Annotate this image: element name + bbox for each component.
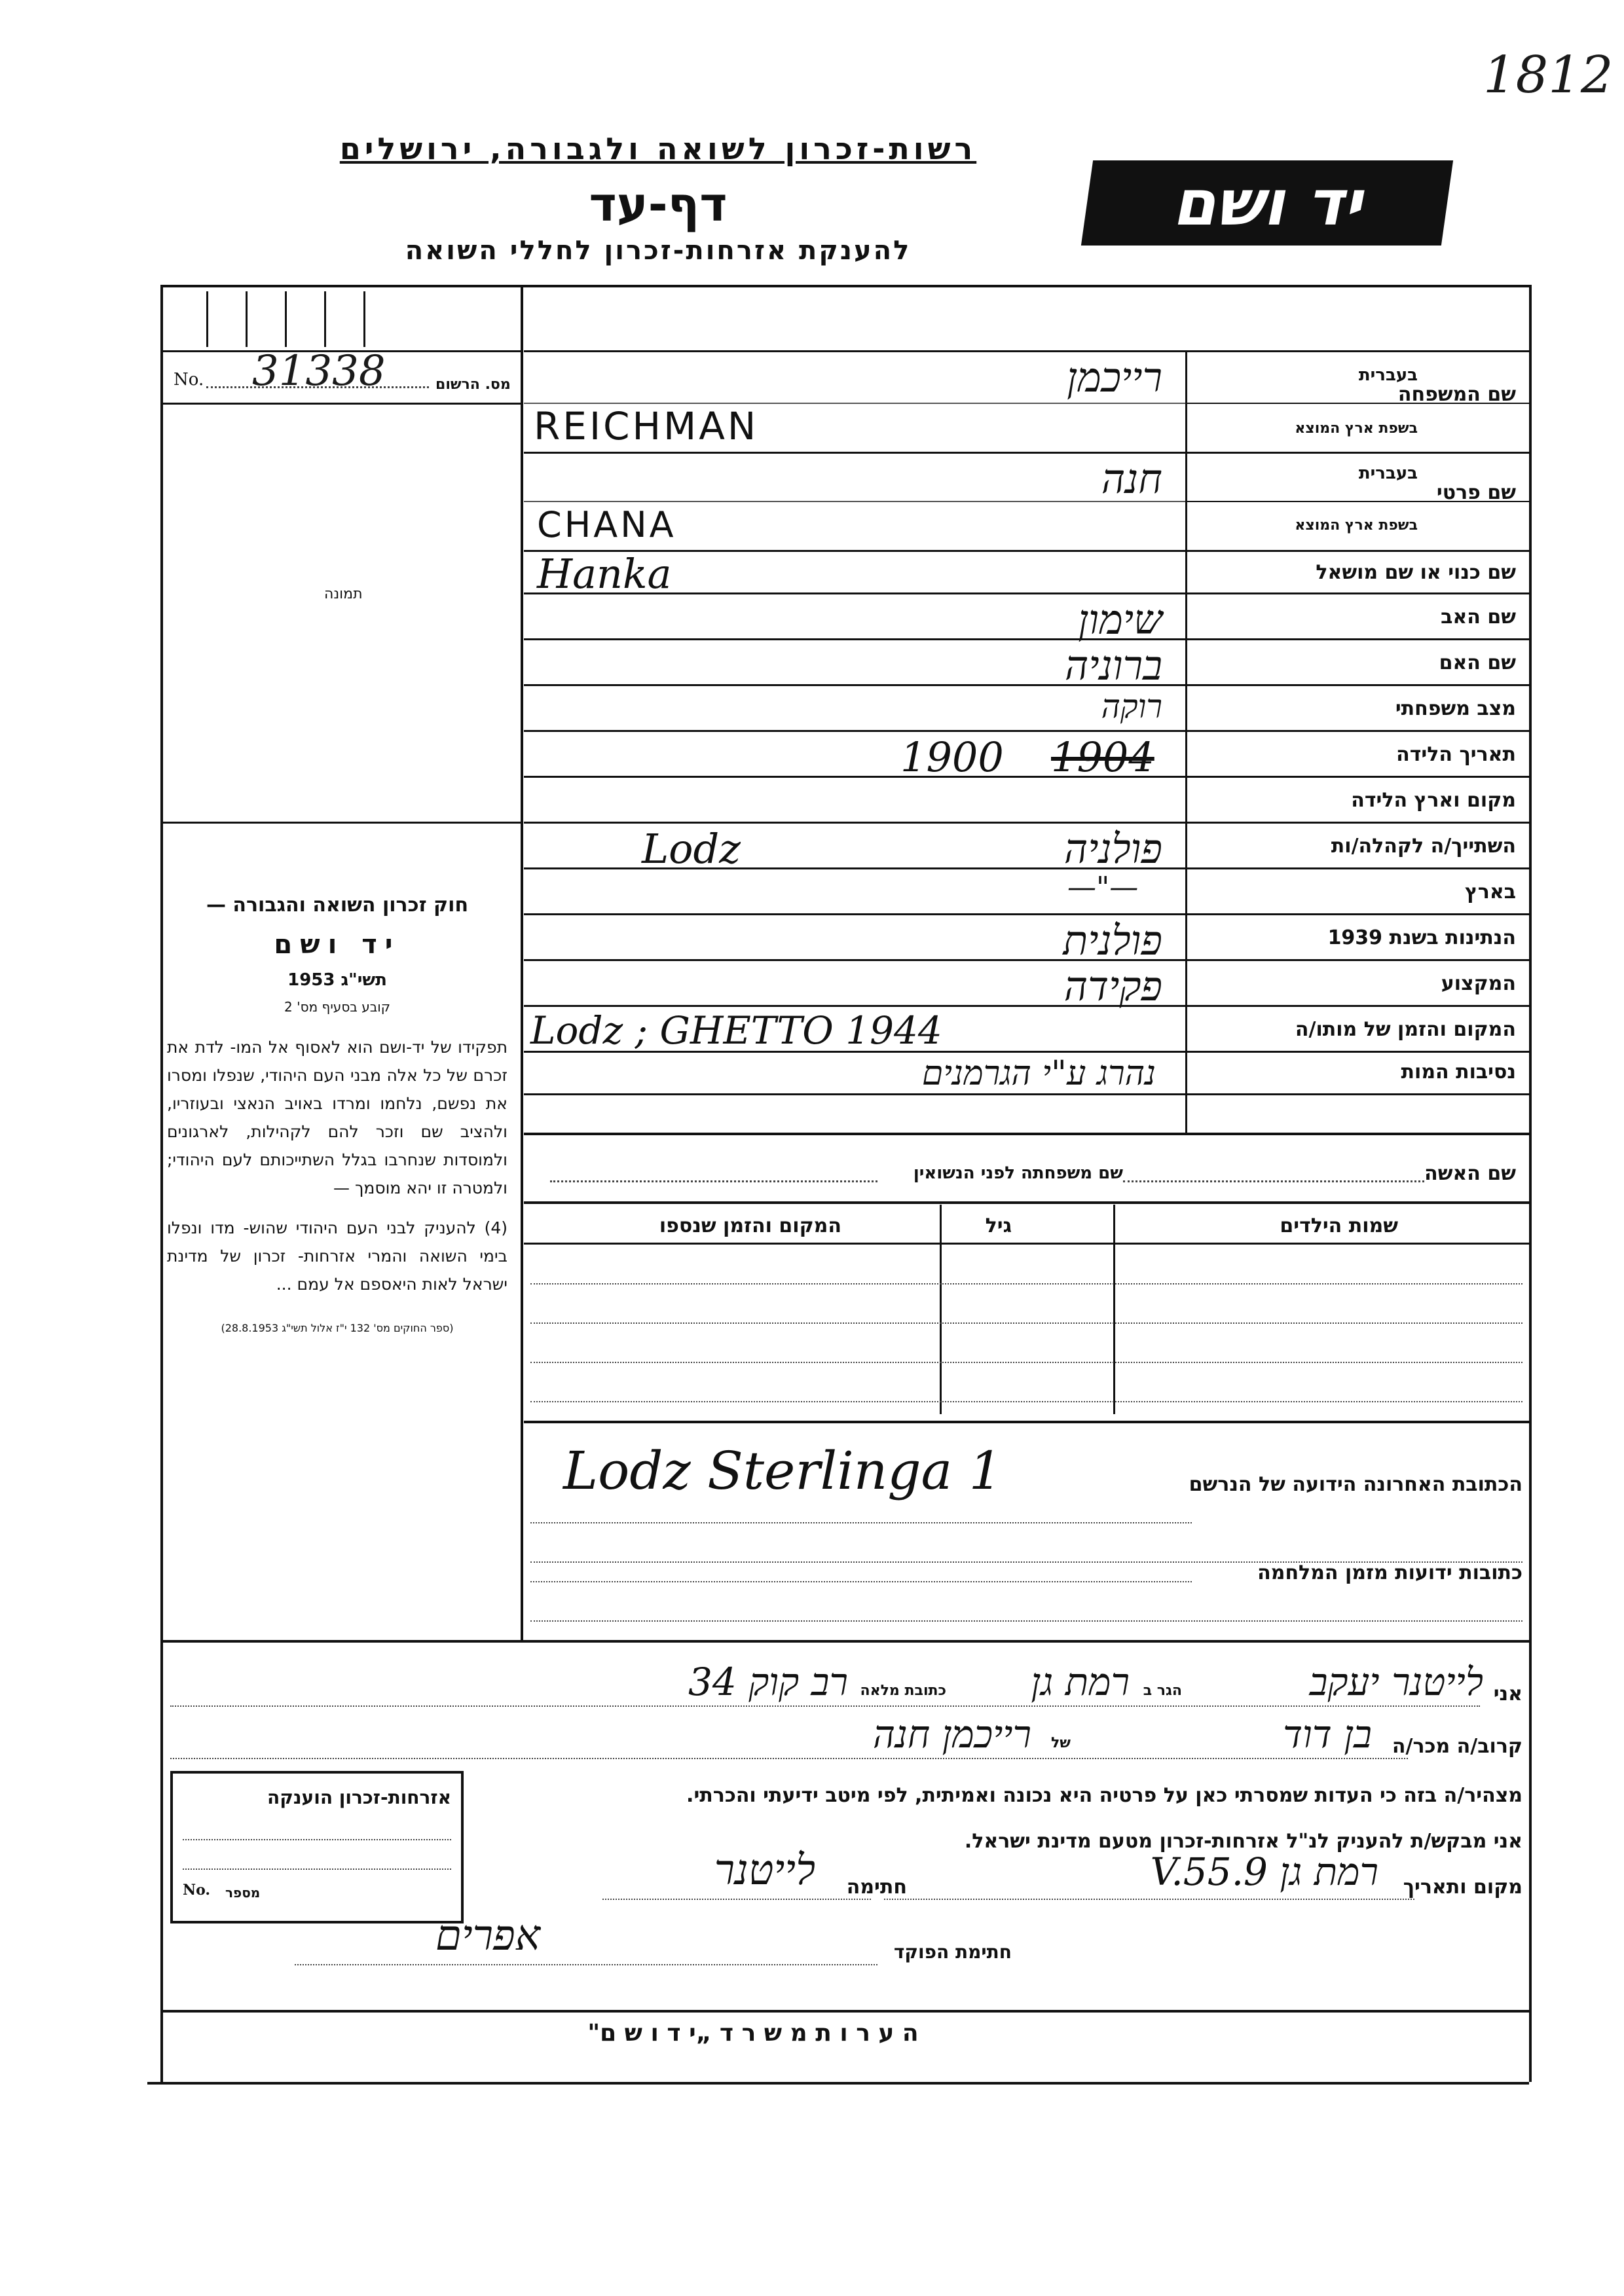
surname-label: שם המשפחה	[1397, 383, 1516, 406]
of-value: רייכמן חנה	[872, 1712, 1031, 1757]
addr-label: כתובת מלאה	[860, 1683, 946, 1699]
place-date-value: רמת גן 9.V.55	[1150, 1850, 1378, 1894]
form-subtitle: להענקת אזרחות-זכרון לחללי השואה	[405, 236, 912, 266]
surname-hebrew: רייכמן	[1067, 354, 1162, 401]
relative-label: קרוב/ה מכר/ה	[1392, 1735, 1522, 1758]
code-boxes	[167, 291, 514, 347]
wife-label: שם האשה	[1424, 1162, 1516, 1185]
father-value: שימון	[1078, 596, 1162, 644]
place-date-label: מקום ותאריך	[1403, 1876, 1522, 1899]
firstname-latin: CHANA	[537, 504, 676, 545]
law-section: קובע בסעיף מס' 2	[284, 999, 390, 1015]
resides-value: רמת גן	[1031, 1660, 1130, 1704]
i-label: אני	[1493, 1683, 1522, 1705]
citizenship-box-title: אזרחות-זכרון הוענקה	[267, 1787, 451, 1808]
community-latin: Lodz	[642, 825, 741, 873]
registration-number: 31338	[252, 347, 386, 395]
declarant-signature: לייטנר	[714, 1846, 815, 1895]
firstname-label: שם פרטי	[1436, 481, 1516, 504]
corner-number: 1812	[1483, 46, 1614, 105]
surname-latin: REICHMAN	[534, 404, 759, 448]
occupation-label: המקצוע	[1441, 972, 1516, 995]
law-para2: (4) להעניק לבני העם היהודי שהוש- מדו ונפלו בימי השואה והמרי אזרחות- זכרון של מדינת ישראל לאות היאספם אל עמם ...	[167, 1218, 507, 1294]
father-label: שם האב	[1441, 606, 1516, 629]
signature-label: חתימה	[846, 1876, 907, 1899]
firstname-hebrew: חנה	[1101, 455, 1162, 503]
citizenship-box-no: No.	[183, 1882, 211, 1899]
last-address-value: Lodz Sterlinga 1	[563, 1440, 1003, 1501]
officer-label: חתימת הפוקד	[893, 1941, 1012, 1963]
children-table	[524, 1205, 1529, 1417]
surname-sub-origin: בשפת ארץ המוצא	[1295, 420, 1418, 437]
law-title: חוק זכרון השואה והגבורה —	[206, 894, 469, 917]
yad-vashem-logo	[1081, 160, 1453, 246]
community-hebrew: פולניה	[1063, 825, 1162, 873]
mother-value: ברוניה	[1065, 642, 1162, 689]
logo-text: יד ושם	[1172, 166, 1362, 240]
declaration1: מצהיר/ה בזה כי העדות שמסרתי כאן על פרטיה היא נכונה ואמיתית, לפי מיטב ידיעתי והכרתי.	[686, 1784, 1522, 1807]
reg-label: מס. הרשום	[435, 376, 511, 393]
death-circ-label: נסיבות המות	[1401, 1061, 1516, 1084]
relative-value: בן דוד	[1283, 1712, 1372, 1757]
col-place: המקום והזמן שנספו	[659, 1214, 841, 1237]
birth-place-label: מקום וארץ הלידה	[1351, 789, 1516, 812]
occupation-value: פקידה	[1063, 962, 1162, 1010]
spouse-row	[524, 1149, 1522, 1195]
country-value: —"—	[1067, 871, 1139, 904]
birth-date-crossed: 1904	[1051, 733, 1154, 781]
authority-title: רשות-זכרון לשואה ולגבורה, ירושלים	[339, 131, 977, 166]
citizenship-label: הנתינות בשנת 1939	[1327, 926, 1516, 949]
marital-value: רוקה	[1101, 687, 1162, 725]
officer-signature: אפרים	[435, 1912, 540, 1960]
of-label: של	[1051, 1735, 1071, 1751]
photo-label: תמונה	[324, 586, 363, 602]
citizenship-value: פולנית	[1063, 917, 1162, 964]
citizenship-box	[170, 1771, 464, 1923]
last-address-label: הכתובת האחרונה הידועה של הנרשם	[1189, 1473, 1522, 1496]
reg-no-label: No.	[174, 370, 204, 390]
death-circ-value: נהרג ע"י הגרמנים	[921, 1054, 1156, 1093]
community-label: השתייך/ה לקהלה/ות	[1331, 835, 1516, 858]
marital-label: מצב משפחתי	[1395, 697, 1516, 720]
law-block	[167, 894, 507, 1334]
notes-title: ה ע ר ו ת מ ש ר ד „י ד ו ש ם"	[587, 2020, 919, 2047]
address-section	[524, 1424, 1529, 1640]
nickname-label: שם כנוי או שם מושאל	[1316, 561, 1516, 584]
law-name: יד ושם	[274, 930, 401, 960]
mother-label: שם האם	[1439, 651, 1516, 674]
form-title: דף-עד	[589, 177, 728, 232]
personal-details	[524, 350, 1529, 1136]
citizenship-box-number: מספר	[225, 1885, 261, 1901]
law-year: תשי"ג 1953	[287, 970, 387, 990]
maiden-label: שם משפחתה לפני הנשואין	[913, 1163, 1123, 1183]
resides-label: הגר ב	[1143, 1683, 1182, 1699]
birth-date-label: תאריך הלידה	[1396, 743, 1516, 766]
i-value: לייטנר יעקב	[1309, 1660, 1483, 1704]
death-place-label: המקום והזמן של מותו/ה	[1295, 1018, 1516, 1041]
war-address-label: כתובות ידועות מזמן המלחמה	[1257, 1561, 1522, 1584]
nickname-value: Hanka	[537, 550, 672, 598]
birth-date-value: 1900	[900, 733, 1004, 781]
col-age: גיל	[985, 1214, 1012, 1237]
firstname-sub-origin: בשפת ארץ המוצא	[1295, 517, 1418, 534]
law-para1: תפקידו של יד-ושם הוא לאסוף אל המו- לדת את זכרם של כל אלה מבני העם היהודי, שנפלו ומסרו את נפשם, נלחמו ומרדו באויב הנאצי ובעוזריו, ולהציב שם וזכר להם לקהילות, לארגונים ולמוסדות שנחרבו בגלל השתייכותם לעם היהודי; ולמטרה זו יהא מוסמך —	[167, 1038, 507, 1197]
addr-value: רב קוק 34	[688, 1660, 848, 1704]
country-label: בארץ	[1464, 881, 1516, 903]
death-place-value: Lodz ; GHETTO 1944	[530, 1008, 942, 1053]
law-citation: (ספר החוקים מס' 132 י"ז אלול תשי"ג 28.8.1953)	[221, 1322, 454, 1334]
col-names: שמות הילדים	[1280, 1214, 1398, 1237]
declaration2: אני מבקש/ת להעניק לנ"ל אזרחות-זכרון מטעם מדינת ישראל.	[964, 1830, 1522, 1853]
firstname-sub-hebrew: בעברית	[1358, 464, 1418, 483]
surname-sub-hebrew: בעברית	[1358, 365, 1418, 385]
